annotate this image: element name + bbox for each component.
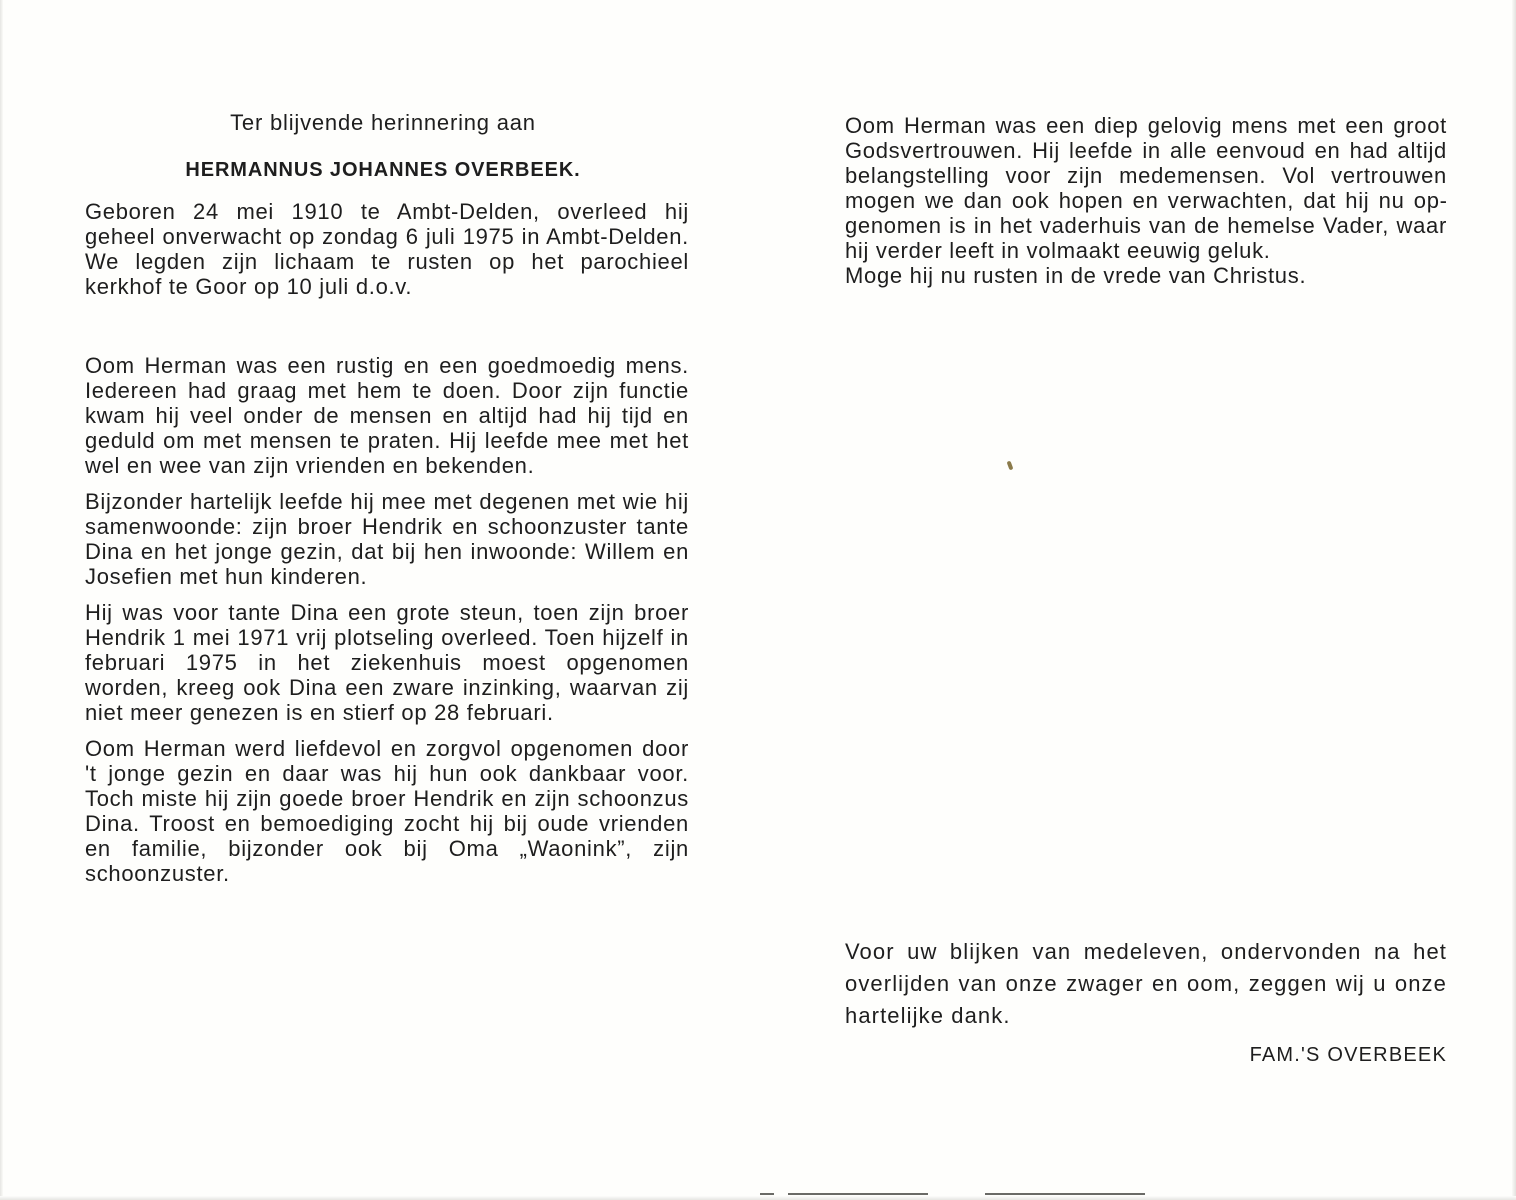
paragraph-support: Hij was voor tante Dina een grote steun, toen zijn broer Hendrik 1 mei 1971 vrij plotseling overleed. Toen hijzelf in februari 1975 in het ziekenhuis moest opgenomen worden, kreeg ook Dina een zware inzinking, waarvan zij niet meer genezen is en stierf op 28 februari. xyxy=(85,600,689,725)
fold-mark xyxy=(760,1193,774,1195)
paragraph-later-years: Oom Herman werd liefdevol en zorgvol opgenomen door 't jonge gezin en daar was hij hun ook dankbaar voor. Toch miste hij zijn goede broer Hendrik en zijn schoonzus Dina. Troost en bemoediging zocht hij bij oude vrienden en familie, bijzonder ook bij Oma „Waonink”, zijn schoonzuster. xyxy=(85,736,689,886)
right-page xyxy=(845,113,1447,288)
family-signature: FAM.'S OVERBEEK xyxy=(1249,1044,1447,1066)
deceased-name: HERMANNUS JOHANNES OVERBEEK. xyxy=(185,159,581,181)
intro-line: Ter blijvende herinnering aan xyxy=(230,110,536,135)
paragraph-prayer: Moge hij nu rusten in de vrede van Christus. xyxy=(845,263,1307,288)
fold-mark xyxy=(985,1193,1145,1195)
card-edge-bottom xyxy=(0,1196,1516,1200)
paragraph-character: Oom Herman was een rustig en een goedmoedig mens. Iedereen had graag met hem te doen. Door zijn functie kwam hij veel onder de mensen en altijd had hij tijd en geduld om met mensen te praten. Hij leefde mee met het wel en wee van zijn vrienden en bekenden. xyxy=(85,353,689,478)
left-page xyxy=(85,110,689,886)
thanks-text: Voor uw blijken van medeleven, ondervonden na het overlijden van onze zwager en oom, zeggen wij u onze hartelijke dank. xyxy=(845,939,1447,1028)
paragraph-birth-death: Geboren 24 mei 1910 te Ambt-Delden, overleed hij geheel onverwacht op zondag 6 juli 1975 in Ambt-Delden. We legden zijn lichaam te rusten op het parochieel kerkhof te Goor op 10 juli d.o.v. xyxy=(85,199,689,299)
card-edge-left xyxy=(0,0,3,1200)
paragraph-household: Bijzonder hartelijk leefde hij mee met degenen met wie hij samenwoonde: zijn broer Hendrik en schoonzuster tante Dina en het jonge gezin, dat bij hen inwoonde: Willem en Josefien met hun kinderen. xyxy=(85,489,689,589)
fold-mark xyxy=(788,1193,928,1195)
ink-speck xyxy=(1007,461,1014,471)
paragraph-faith: Oom Herman was een diep gelovig mens met een groot Godsvertrouwen. Hij leefde in alle eenvoud en had altijd belangstelling voor zijn medemensen. Vol vertrouwen mogen we dan ook hopen en verwachten, dat hij nu opgenomen is in het vaderhuis van de hemelse Vader, waar hij verder leeft in volmaakt eeuwig geluk. xyxy=(845,113,1447,263)
card-edge-right xyxy=(1512,0,1516,1200)
